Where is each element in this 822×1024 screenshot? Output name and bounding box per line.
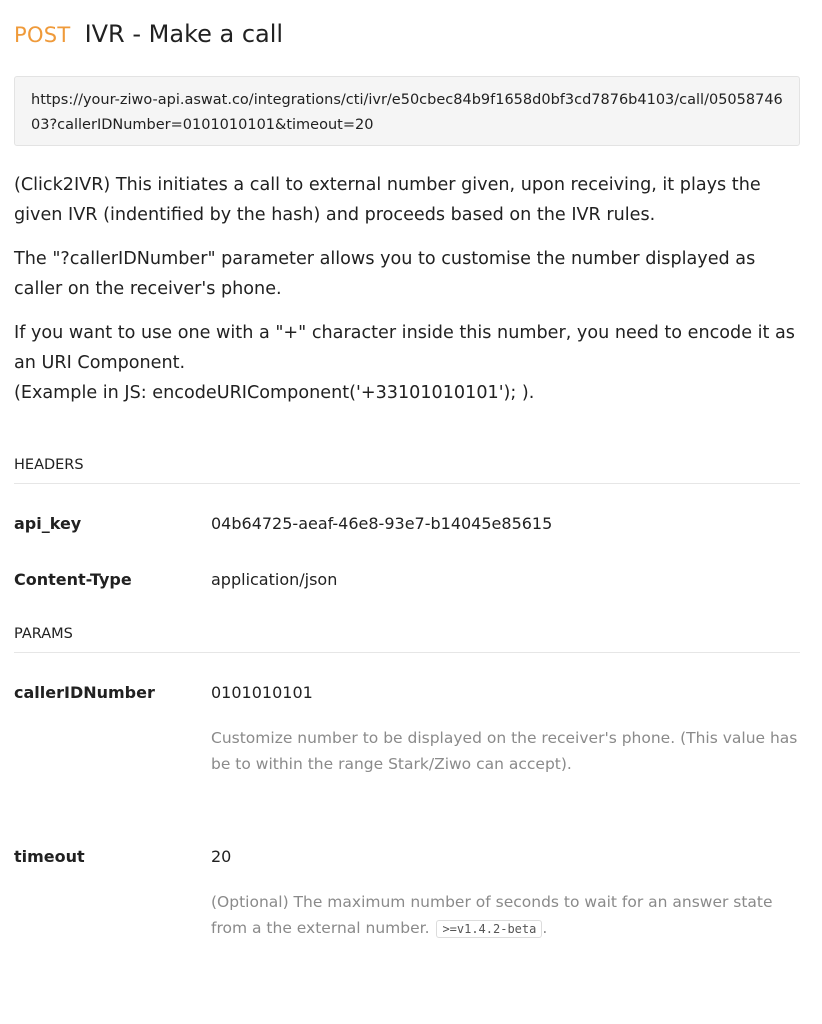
- headers-section-label: HEADERS: [14, 457, 800, 484]
- param-description-suffix: .: [542, 919, 548, 937]
- param-description-caller-id-number: Customize number to be displayed on the receiver's phone. (This value has be to within the range Stark/Ziwo can accept).: [211, 729, 798, 773]
- description-paragraph: The "?callerIDNumber" parameter allows you to customise the number displayed as caller on the receiver's phone.: [14, 249, 756, 299]
- param-name-timeout: timeout: [14, 847, 85, 866]
- version-badge: >=v1.4.2-beta: [436, 920, 542, 938]
- header-value-api-key: 04b64725-aeaf-46e8-93e7-b14045e85615: [211, 514, 553, 533]
- http-method-label: POST: [14, 23, 71, 47]
- description-text: If you want to use one with a "+" character inside this number, you need to encode it as an URI Component.: [14, 323, 795, 373]
- param-description-text: (Optional) The maximum number of seconds to wait for an answer state from a the external number.: [211, 893, 773, 937]
- description-example: (Example in JS: encodeURIComponent('+33101010101'); ).: [14, 383, 535, 403]
- request-title-row: [14, 20, 283, 48]
- param-description-timeout: [211, 889, 801, 942]
- param-value-caller-id-number: 0101010101: [211, 683, 313, 702]
- request-title: IVR - Make a call: [84, 20, 284, 48]
- param-name-caller-id-number: callerIDNumber: [14, 683, 155, 702]
- params-section-label: PARAMS: [14, 626, 800, 653]
- param-value-timeout: 20: [211, 847, 232, 866]
- header-name-content-type: Content-Type: [14, 570, 132, 589]
- description-paragraph: [14, 318, 800, 408]
- header-value-content-type: application/json: [211, 570, 338, 589]
- description-paragraph: (Click2IVR) This initiates a call to external number given, upon receiving, it plays the given IVR (indentified by the hash) and proceeds based on the IVR rules.: [14, 175, 761, 225]
- header-name-api-key: api_key: [14, 514, 82, 533]
- endpoint-url-box[interactable]: https://your-ziwo-api.aswat.co/integrations/cti/ivr/e50cbec84b9f1658d0bf3cd7876b4103/call/0505874603?callerIDNumber=0101010101&timeout=20: [14, 76, 800, 146]
